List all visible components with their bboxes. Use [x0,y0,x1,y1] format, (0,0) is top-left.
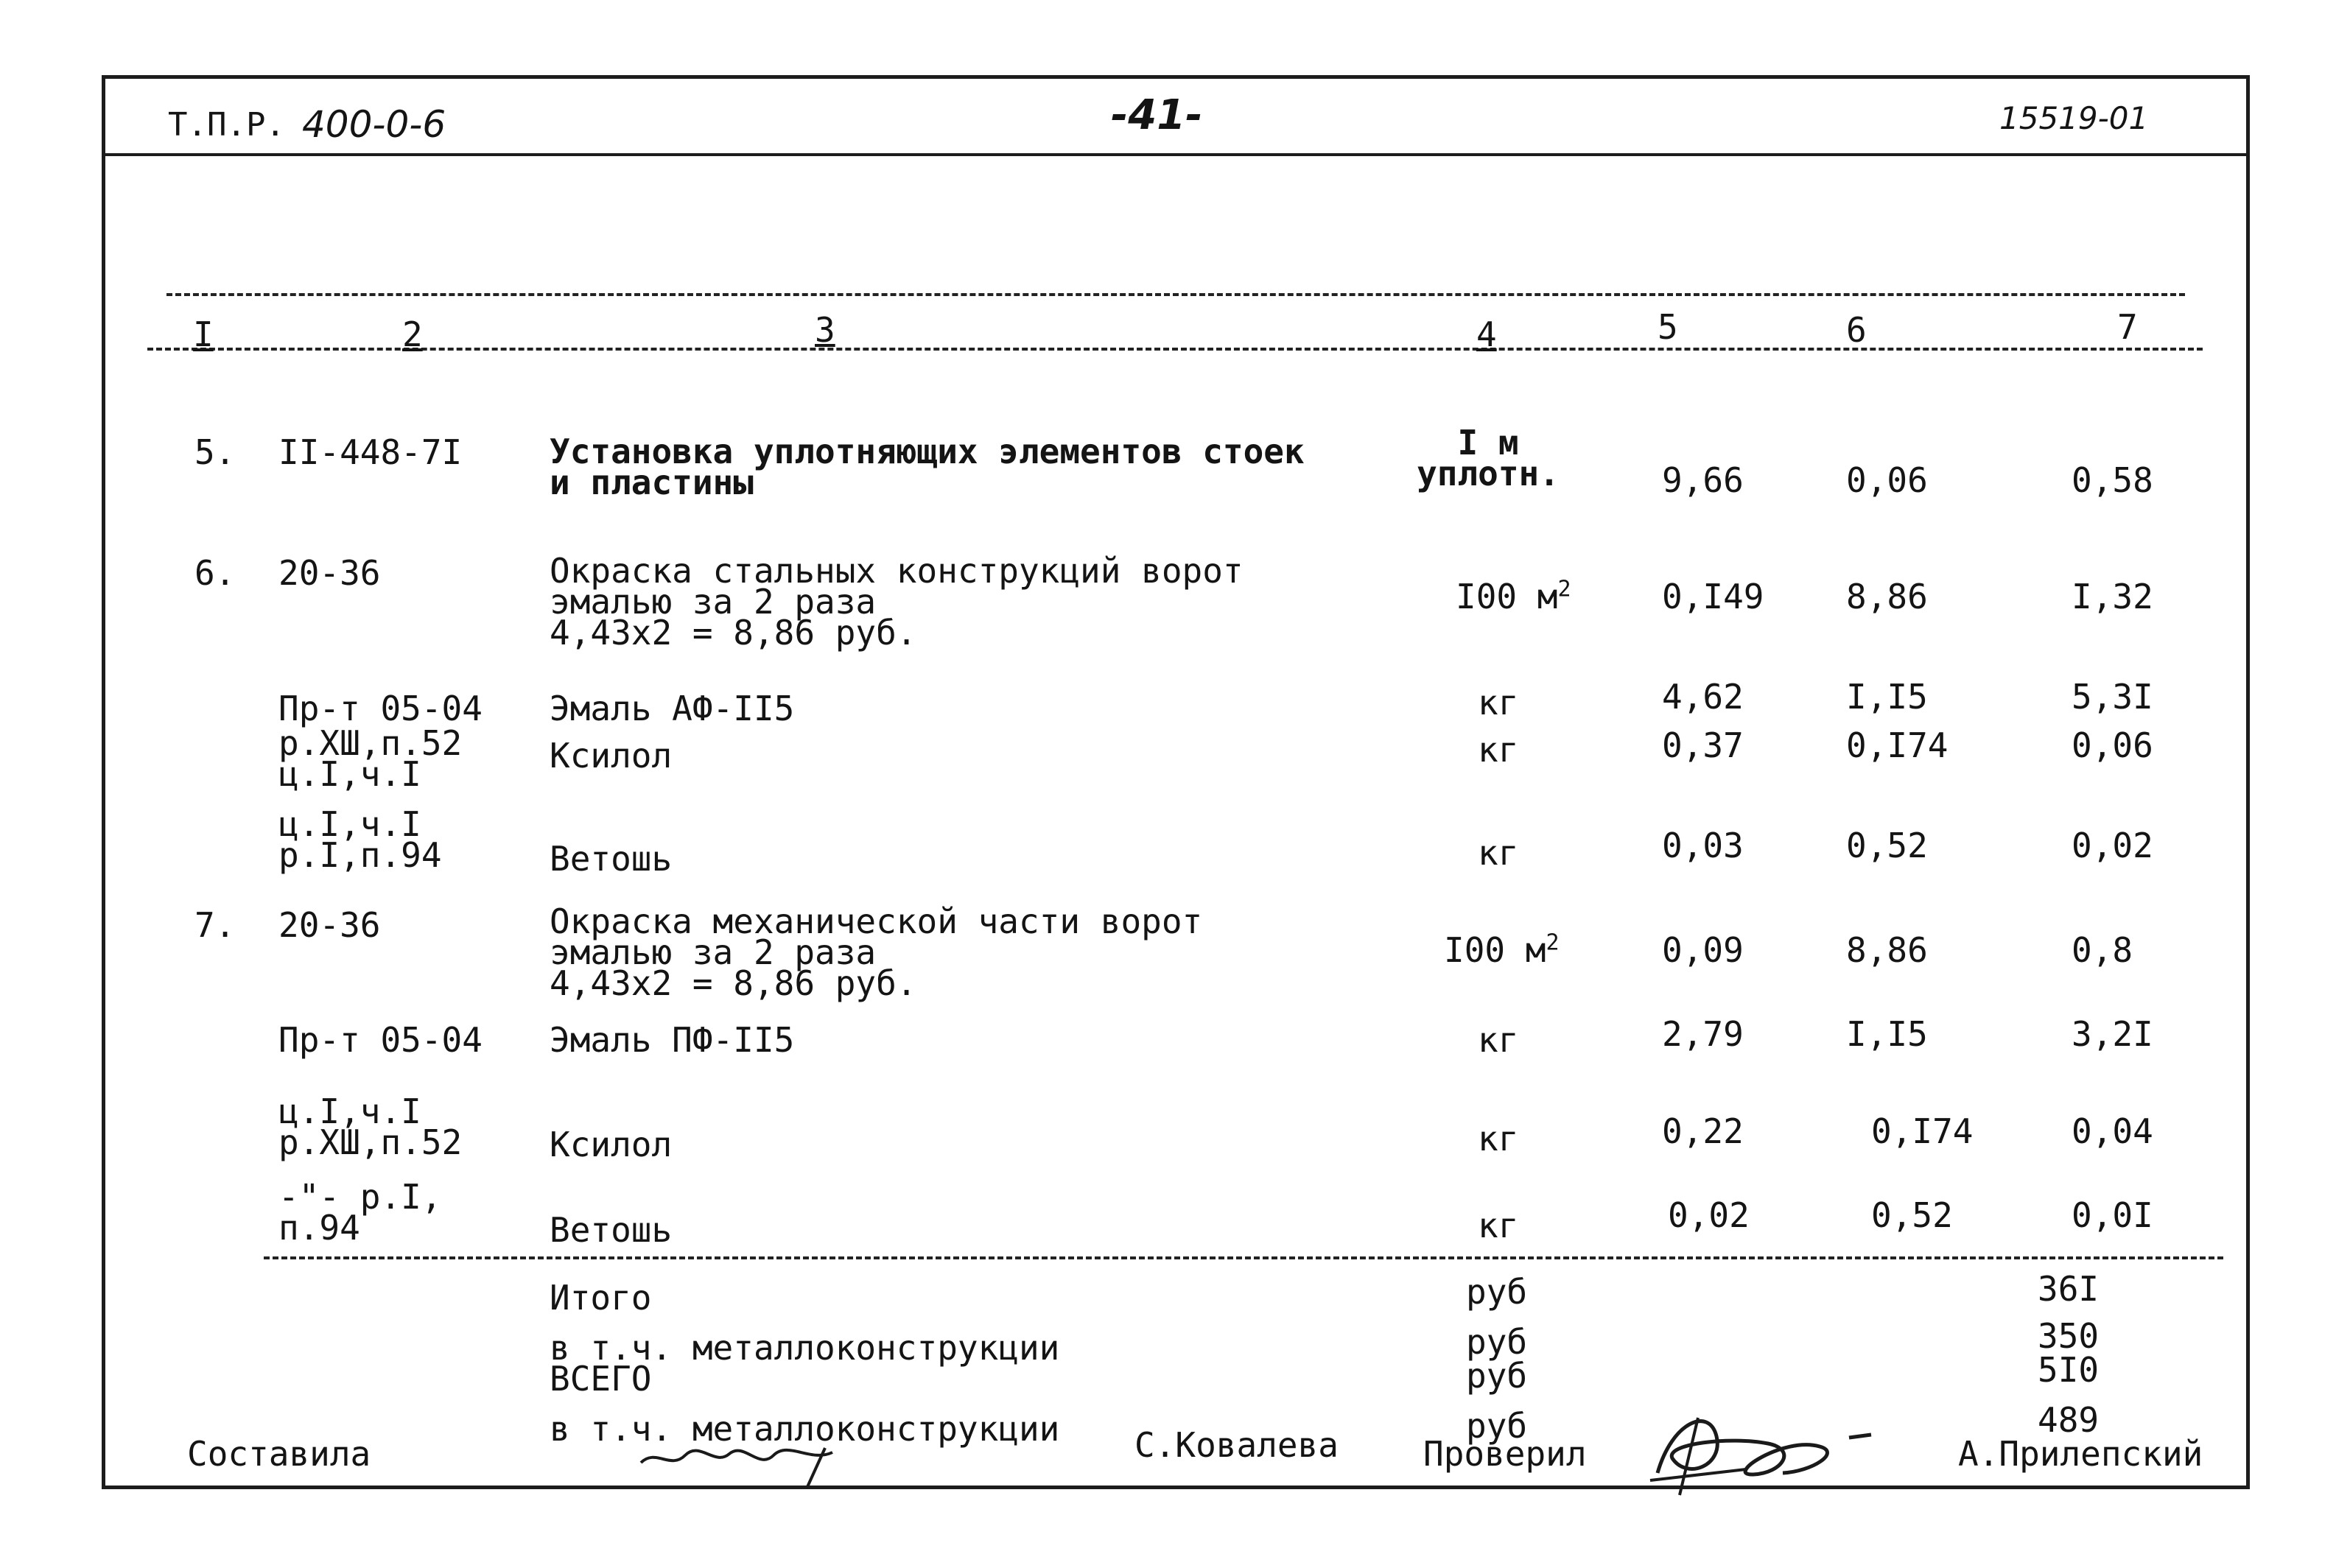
row-7-text: Окраска механической части ворот эмалью за 2 раза 4,43x2 = 8,86 руб. [550,901,1203,1003]
total-label: Итого [550,1278,652,1318]
row-7c-text: Ветошь [550,1210,673,1250]
row-6-unit: I00 $м^2$ [1456,576,1571,616]
row-7c-code: -"- р.I, п.94 [278,1177,442,1248]
row-6a-unit: кг [1478,683,1519,723]
row-7-num: 7. [194,905,236,945]
row-7-unit: I00 $м^2$ [1444,929,1560,970]
row-7c-c5: 0,02 [1668,1195,1750,1235]
row-6-code: 20-36 [278,553,381,593]
row-7-c5: 0,09 [1662,930,1744,970]
row-5-code: II-448-7I [278,432,463,472]
row-5-text: Установка уплотняющих элементов стоек и пластины [550,432,1305,502]
row-6-c5: 0,I49 [1662,577,1764,616]
row-7b-c5: 0,22 [1662,1111,1744,1151]
doc-number: 400-0-6 [302,103,446,146]
row-7c-c7: 0,0I [2072,1195,2153,1235]
grand-total-metal-unit: руб [1466,1406,1528,1446]
row-6-num: 6. [194,553,236,593]
totals-rule [264,1256,2223,1259]
row-6c-unit: кг [1478,833,1519,873]
row-7c-c6: 0,52 [1871,1195,1953,1235]
row-6-c6: 8,86 [1846,577,1928,616]
row-5-c6: 0,06 [1846,460,1928,500]
row-6a-c7: 5,3I [2072,677,2153,717]
total-value: 36I [2038,1269,2100,1309]
row-6a-text: Эмаль АФ-II5 [550,689,795,728]
row-5-c5: 9,66 [1662,460,1744,500]
row-7-c6: 8,86 [1846,930,1928,970]
row-5-unit: I м уплотн. [1417,423,1560,493]
column-header-top-rule [166,293,2185,296]
row-6b-unit: кг [1478,730,1519,770]
column-header-bottom-rule [147,348,2203,351]
row-6c-c5: 0,03 [1662,826,1744,865]
row-6a-c6: I,I5 [1846,677,1928,717]
row-6b-text: Ксилол [550,736,673,776]
row-7a-unit: кг [1478,1020,1519,1060]
grand-total-metal-label: в т.ч. металлоконструкции [550,1409,1060,1449]
checked-name: А.Прилепский [1958,1434,2203,1474]
sheet-code: 15519-01 [1999,100,2149,136]
col-header-2: 2 [402,314,423,354]
compiler-signature [634,1433,855,1492]
row-6-text: Окраска стальных конструкций ворот эмалью за 2 раза 4,43x2 = 8,86 руб. [550,551,1244,653]
col-header-6: 6 [1846,310,1867,350]
total-metal-value: 350 [2038,1316,2100,1356]
row-5-c7: 0,58 [2072,460,2153,500]
grand-total-metal-value: 489 [2038,1400,2100,1440]
checked-label: Проверил [1423,1434,1587,1474]
row-7b-c7: 0,04 [2072,1111,2153,1151]
row-6b-c6: 0,I74 [1846,725,1949,765]
row-6c-c7: 0,02 [2072,826,2153,865]
row-7a-c7: 3,2I [2072,1014,2153,1054]
grand-total-unit: руб [1466,1356,1528,1396]
total-metal-unit: руб [1466,1322,1528,1362]
row-7b-text: Ксилол [550,1125,673,1164]
col-header-1: I [193,314,214,354]
page-number: -41- [1111,91,1203,139]
row-7c-unit: кг [1478,1206,1519,1245]
row-7-c7: 0,8 [2072,930,2133,970]
total-metal-label: в т.ч. металлоконструкции [550,1328,1060,1368]
col-header-3: 3 [815,310,835,350]
header-divider [102,153,2250,156]
row-7b-unit: кг [1478,1119,1519,1159]
row-6a-c5: 4,62 [1662,677,1744,717]
row-6a-code: Пр-т 05-04 [278,689,483,728]
checker-signature [1628,1392,1879,1502]
doc-prefix: Т.П.Р. [168,106,285,144]
row-7a-c6: I,I5 [1846,1014,1928,1054]
row-7a-code: Пр-т 05-04 [278,1020,483,1060]
col-header-4: 4 [1476,314,1497,354]
compiled-name: С.Ковалева [1134,1425,1339,1465]
row-7a-text: Эмаль ПФ-II5 [550,1020,795,1060]
grand-total-label: ВСЕГО [550,1359,652,1399]
compiled-label: Составила [187,1434,371,1474]
row-7b-code: ц.I,ч.I р.ХШ,п.52 [278,1091,463,1162]
row-6c-c6: 0,52 [1846,826,1928,865]
col-header-7: 7 [2117,307,2138,347]
col-header-5: 5 [1658,307,1678,347]
total-unit: руб [1466,1272,1528,1312]
row-6b-c7: 0,06 [2072,725,2153,765]
row-6c-text: Ветошь [550,839,673,879]
row-5-num: 5. [194,432,236,472]
grand-total-value: 5I0 [2038,1350,2100,1390]
row-7-code: 20-36 [278,905,381,945]
row-6-c7: I,32 [2072,577,2153,616]
row-6b-code: р.ХШ,п.52 ц.I,ч.I [278,723,463,794]
row-7a-c5: 2,79 [1662,1014,1744,1054]
row-6b-c5: 0,37 [1662,725,1744,765]
row-7b-c6: 0,I74 [1871,1111,1974,1151]
row-6c-code: ц.I,ч.I р.I,п.94 [278,804,442,875]
